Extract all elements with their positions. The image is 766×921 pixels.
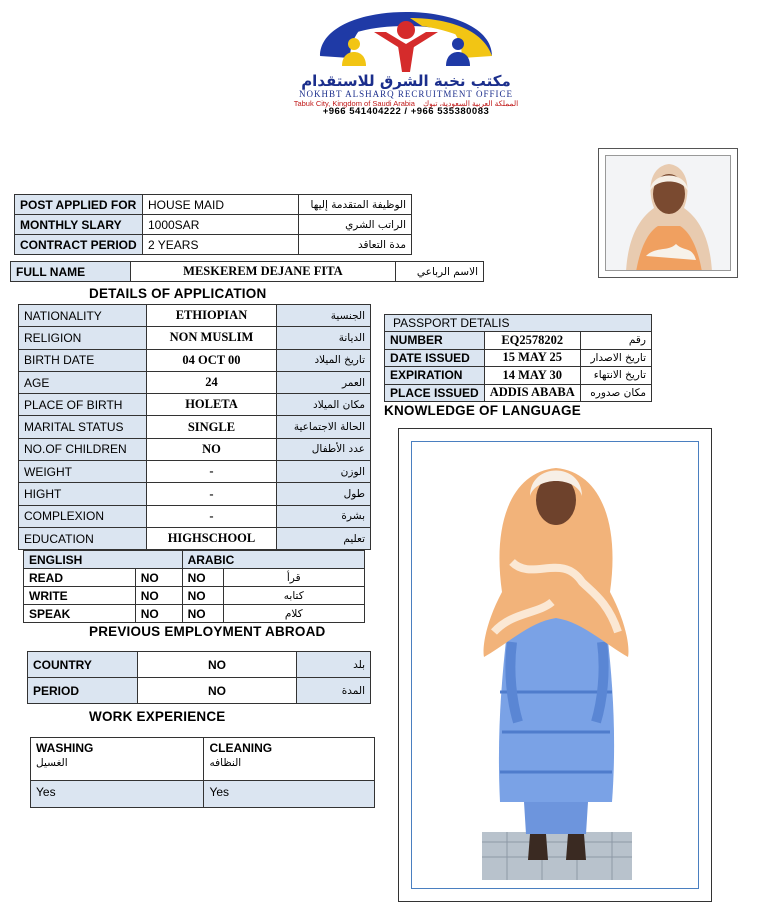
- table-row: [11, 262, 484, 282]
- passport-label-arabic: رقم: [580, 332, 651, 350]
- details-label-arabic: الديانة: [277, 327, 371, 349]
- portrait-photo-icon: [606, 156, 731, 271]
- contract-label: CONTRACT PERIOD: [15, 235, 143, 255]
- table-row: [19, 327, 371, 349]
- office-phones: +966 541404222 / +966 535380083: [322, 106, 490, 117]
- office-location-english: Tabuk City, Kingdom of Saudi Arabia: [293, 99, 415, 108]
- table-row: [385, 384, 652, 402]
- country-value: NO: [137, 652, 296, 678]
- passport-value: ADDIS ABABA: [484, 384, 580, 402]
- full-name-label: FULL NAME: [11, 262, 131, 282]
- contract-value: 2 YEARS: [142, 235, 298, 255]
- table-row: [15, 215, 412, 235]
- details-label-arabic: العمر: [277, 371, 371, 393]
- details-value: 04 OCT 00: [146, 349, 276, 371]
- details-label-arabic: عدد الأطفال: [277, 438, 371, 460]
- language-skill-label: SPEAK: [24, 605, 136, 623]
- passport-label: NUMBER: [385, 332, 485, 350]
- post-label: POST APPLIED FOR: [15, 195, 143, 215]
- passport-value: 15 MAY 25: [484, 349, 580, 367]
- table-row: [19, 461, 371, 483]
- portrait-photo: [598, 148, 738, 278]
- details-label-arabic: الجنسية: [277, 305, 371, 327]
- details-value: 24: [146, 371, 276, 393]
- passport-value: EQ2578202: [484, 332, 580, 350]
- language-skill-label-arabic: كلام: [223, 605, 364, 623]
- arabic-column-header: ARABIC: [182, 551, 364, 569]
- period-label-arabic: المدة: [297, 678, 371, 704]
- table-row: [24, 605, 365, 623]
- details-table: [18, 304, 371, 550]
- language-skill-label-arabic: قرأ: [223, 569, 364, 587]
- details-label: MARITAL STATUS: [19, 416, 147, 438]
- details-label: AGE: [19, 371, 147, 393]
- details-label: HIGHT: [19, 483, 147, 505]
- details-value: HOLETA: [146, 394, 276, 416]
- passport-label: PLACE ISSUED: [385, 384, 485, 402]
- details-label: NATIONALITY: [19, 305, 147, 327]
- salary-value: 1000SAR: [142, 215, 298, 235]
- washing-value: Yes: [31, 781, 204, 808]
- salary-label: MONTHLY SLARY: [15, 215, 143, 235]
- arabic-level: NO: [182, 605, 223, 623]
- details-label: WEIGHT: [19, 461, 147, 483]
- table-row: [19, 527, 371, 549]
- table-row: [24, 551, 365, 569]
- table-row: [31, 781, 375, 808]
- salary-label-arabic: الراتب الشري: [299, 215, 412, 235]
- passport-label: EXPIRATION: [385, 367, 485, 385]
- full-body-photo-icon: [412, 442, 699, 889]
- washing-label-arabic: الغسيل: [36, 757, 68, 769]
- details-value: SINGLE: [146, 416, 276, 438]
- cleaning-label-arabic: النظافه: [209, 757, 242, 769]
- post-value: HOUSE MAID: [142, 195, 298, 215]
- work-experience-heading: WORK EXPERIENCE: [89, 709, 226, 724]
- arabic-level: NO: [182, 569, 223, 587]
- full-name-label-arabic: الاسم الرباعي: [396, 262, 484, 282]
- language-skill-label: WRITE: [24, 587, 136, 605]
- office-location-arabic: المملكة العربية السعودية، تبوك: [423, 99, 519, 108]
- table-row: [28, 678, 371, 704]
- logo-emblem-icon: [250, 8, 562, 74]
- table-row: [15, 235, 412, 255]
- washing-label: WASHING: [36, 741, 94, 755]
- work-experience-table: [30, 737, 375, 808]
- language-heading: KNOWLEDGE OF LANGUAGE: [384, 403, 581, 418]
- cleaning-header-cell: [204, 738, 375, 781]
- details-label-arabic: بشرة: [277, 505, 371, 527]
- table-row: [385, 367, 652, 385]
- details-heading: DETAILS OF APPLICATION: [89, 286, 267, 301]
- details-value: NON MUSLIM: [146, 327, 276, 349]
- table-row: [385, 332, 652, 350]
- language-table: [23, 550, 365, 623]
- table-row: [19, 505, 371, 527]
- table-row: [385, 349, 652, 367]
- details-label-arabic: مكان الميلاد: [277, 394, 371, 416]
- details-label: NO.OF CHILDREN: [19, 438, 147, 460]
- full-body-photo: [398, 428, 712, 902]
- details-label-arabic: الوزن: [277, 461, 371, 483]
- details-label-arabic: تعليم: [277, 527, 371, 549]
- passport-table: [384, 314, 652, 402]
- passport-heading: PASSPORT DETALIS: [385, 315, 652, 332]
- language-skill-label-arabic: كتابه: [223, 587, 364, 605]
- passport-value: 14 MAY 30: [484, 367, 580, 385]
- english-level: NO: [135, 605, 182, 623]
- table-row: [24, 587, 365, 605]
- english-level: NO: [135, 569, 182, 587]
- table-row: [15, 195, 412, 215]
- english-level: NO: [135, 587, 182, 605]
- previous-employment-table: [27, 651, 371, 704]
- passport-label-arabic: مكان صدوره: [580, 384, 651, 402]
- details-label: COMPLEXION: [19, 505, 147, 527]
- period-label: PERIOD: [28, 678, 138, 704]
- details-label-arabic: الحالة الاجتماعية: [277, 416, 371, 438]
- washing-header-cell: [31, 738, 204, 781]
- country-label-arabic: بلد: [297, 652, 371, 678]
- table-row: [28, 652, 371, 678]
- table-row: [31, 738, 375, 781]
- details-label-arabic: تاريخ الميلاد: [277, 349, 371, 371]
- english-column-header: ENGLISH: [24, 551, 183, 569]
- details-value: HIGHSCHOOL: [146, 527, 276, 549]
- country-label: COUNTRY: [28, 652, 138, 678]
- passport-label-arabic: تاريخ الانتهاء: [580, 367, 651, 385]
- details-value: NO: [146, 438, 276, 460]
- contract-label-arabic: مدة التعاقد: [299, 235, 412, 255]
- table-row: [19, 349, 371, 371]
- table-row: [19, 371, 371, 393]
- details-label: RELIGION: [19, 327, 147, 349]
- cleaning-label: CLEANING: [209, 741, 273, 755]
- details-value: -: [146, 483, 276, 505]
- table-row: [19, 438, 371, 460]
- details-value: ETHIOPIAN: [146, 305, 276, 327]
- post-table: [14, 194, 412, 255]
- full-name-value: MESKEREM DEJANE FITA: [130, 262, 395, 282]
- post-label-arabic: الوظيفة المتقدمة إليها: [299, 195, 412, 215]
- arabic-level: NO: [182, 587, 223, 605]
- details-label-arabic: طول: [277, 483, 371, 505]
- details-value: -: [146, 461, 276, 483]
- table-row: [385, 315, 652, 332]
- table-row: [24, 569, 365, 587]
- details-value: -: [146, 505, 276, 527]
- language-skill-label: READ: [24, 569, 136, 587]
- table-row: [19, 394, 371, 416]
- table-row: [19, 305, 371, 327]
- details-label: BIRTH DATE: [19, 349, 147, 371]
- cleaning-value: Yes: [204, 781, 375, 808]
- period-value: NO: [137, 678, 296, 704]
- office-name-arabic: مكتب نخبة الشرق للاستقدام: [301, 72, 511, 90]
- table-row: [19, 416, 371, 438]
- details-label: PLACE OF BIRTH: [19, 394, 147, 416]
- passport-label: DATE ISSUED: [385, 349, 485, 367]
- full-name-table: [10, 261, 484, 282]
- office-name-english: NOKHBT ALSHARQ RECRUITMENT OFFICE: [299, 89, 513, 99]
- previous-employment-heading: PREVIOUS EMPLOYMENT ABROAD: [89, 624, 326, 639]
- details-label: EDUCATION: [19, 527, 147, 549]
- passport-label-arabic: تاريخ الاصدار: [580, 349, 651, 367]
- table-row: [19, 483, 371, 505]
